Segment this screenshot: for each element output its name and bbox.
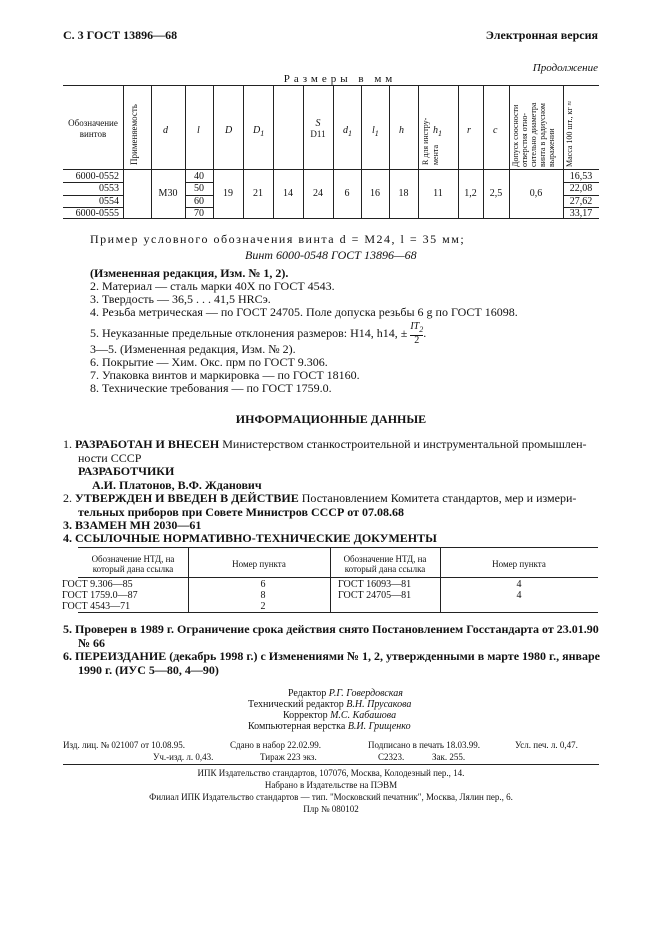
col-header-d1 (343, 125, 352, 138)
common-l1: 6 (344, 188, 350, 199)
col-header-l: l (197, 125, 200, 136)
info-item-1-bold: РАЗРАБОТАН И ВНЕСЕН (75, 437, 220, 451)
common-d1: 24 (313, 188, 323, 199)
common-R: 11 (433, 188, 443, 199)
row-3-mass: 27,62 (569, 196, 593, 207)
col-header-R: R для инстру-мента (421, 117, 440, 165)
imprint-b1: Уч.-изд. л. 0,43. (153, 752, 214, 762)
note-3: 3. Твердость — 36,5 . . . 41,5 HRCэ. (90, 292, 271, 306)
col-header-D: D (225, 125, 233, 136)
info-item-2 (63, 491, 603, 506)
info-item-4: 4. ССЫЛОЧНЫЕ НОРМАТИВНО-ТЕХНИЧЕСКИЕ ДОКУМЕНТЫ (63, 531, 437, 545)
developers-label: РАЗРАБОТЧИКИ (78, 464, 175, 478)
credit-tech-editor-name: В.Н. Прусакова (346, 699, 412, 710)
col-header-D1-sub: 1 (260, 129, 265, 138)
info-item-2-cont: тельных приборов при Совете Министров СССР от 07.08.68 (78, 505, 405, 519)
continuation-label: Продолжение (532, 62, 598, 74)
col-header-h: h (399, 125, 404, 136)
info-item-2-num: 2. (63, 491, 72, 505)
col-header-r: r (467, 125, 471, 136)
note-2: 2. Материал — сталь марки 40Х по ГОСТ 4543. (90, 279, 335, 293)
ref-header-item-right: Номер пункта (492, 559, 546, 569)
row-2-name: 0553 (99, 183, 119, 194)
ref-right-doc-2: ГОСТ 24705—81 (338, 590, 412, 601)
imprint-a1: Изд. лиц. № 021007 от 10.08.95. (63, 740, 185, 750)
ref-header-doc-left: Обозначение НТД, на который дана ссылка (91, 554, 175, 574)
credit-layout-role: Компьютерная верстка (248, 721, 346, 732)
info-item-2-text: Постановлением Комитета стандартов, мер и измери- (301, 491, 577, 505)
note-7: 7. Упаковка винтов и маркировка — по ГОСТ 18160. (90, 368, 360, 382)
info-item-1-cont: ности СССР (78, 451, 142, 465)
note-5-text: 5. Неуказанные предельные отклонения размеров: Н14, h14, ± (90, 325, 408, 340)
reference-table (62, 547, 598, 613)
credit-layout (200, 721, 540, 732)
col-header-name: Обозначение винтов (68, 118, 118, 139)
col-header-D1 (253, 125, 264, 138)
ref-left-item-3: 2 (260, 601, 266, 612)
imprint-b4: Зак. 255. (432, 752, 466, 762)
common-d: М30 (158, 188, 178, 199)
example-line-1: Пример условного обозначения винта d = М24, l = 35 мм; (90, 232, 466, 246)
credit-proofreader (200, 710, 540, 721)
row-1-mass: 16,53 (569, 171, 593, 182)
col-header-l1-main: l (372, 125, 375, 136)
credit-tech-editor-role: Технический редактор (248, 699, 344, 710)
note-8: 8. Технические требования — по ГОСТ 1759.0. (90, 381, 332, 395)
col-header-applicability: Применяемость (129, 104, 139, 165)
page-header-right: Электронная версия (485, 28, 598, 42)
developers-names: А.И. Платонов, В.Ф. Жданович (92, 478, 262, 492)
fraction-numerator-sub: 2 (419, 325, 424, 334)
note-edit-1: (Измененная редакция, Изм. № 1, 2). (90, 266, 289, 280)
info-item-6 (63, 649, 603, 664)
info-item-6-num: 6. (63, 649, 72, 663)
credit-editor-name: Р.Г. Говердовская (328, 688, 403, 699)
imprint-b3: С2323. (378, 752, 405, 762)
info-item-3: 3. ВЗАМЕН МН 2030—61 (63, 518, 202, 532)
col-header-l1 (372, 125, 379, 138)
credit-layout-name: В.И. Грищенко (347, 721, 411, 732)
ref-left-doc-1: ГОСТ 9.306—85 (62, 579, 133, 590)
note-6: 6. Покрытие — Хим. Окс. прм по ГОСТ 9.306. (90, 355, 328, 369)
row-2-l: 50 (194, 183, 204, 194)
dims-caption: Размеры в мм (283, 73, 397, 85)
row-1-l: 40 (194, 171, 204, 182)
ref-right-item-1: 4 (516, 579, 522, 590)
ref-header-doc-right: Обозначение НТД, на который дана ссылка (343, 554, 427, 574)
col-header-c: c (493, 125, 498, 136)
credits-block (200, 688, 540, 732)
row-3-name: 0554 (99, 196, 119, 207)
common-S: 14 (283, 188, 293, 199)
ref-left-item-2: 8 (260, 590, 266, 601)
row-4-mass: 33,17 (569, 208, 593, 219)
col-header-S-tol: D11 (310, 129, 326, 139)
note-edit-2: 3—5. (Измененная редакция, Изм. № 2). (90, 342, 296, 356)
example-line-2: Винт 6000-0548 ГОСТ 13896—68 (245, 248, 417, 262)
ref-left-doc-2: ГОСТ 1759.0—87 (62, 590, 138, 601)
publisher-line-2: Набрано в Издательстве на ПЭВМ (264, 780, 398, 790)
info-item-2-bold: УТВЕРЖДЕН И ВВЕДЕН В ДЕЙСТВИЕ (75, 491, 299, 505)
common-D: 19 (223, 188, 233, 199)
credit-tech-editor (200, 699, 540, 710)
common-h: 16 (370, 188, 380, 199)
publisher-line-1: ИПК Издательство стандартов, 107076, Москва, Колодезный пер., 14. (197, 768, 465, 778)
publisher-line-3: Филиал ИПК Издательство стандартов — тип. "Московский печатник", Москва, Лялин пер., 6. (149, 792, 513, 802)
info-item-5-cont: № 66 (78, 636, 106, 650)
col-header-S (304, 118, 332, 140)
note-5: 5. Неуказанные предельные отклонения размеров: Н14, h14, ± $\frac{IT_2}{2}$ . (90, 321, 427, 346)
fraction-numerator: IT (410, 321, 420, 332)
page-header-left: С. 3 ГОСТ 13896—68 (63, 28, 178, 42)
info-item-6-text: (декабрь 1998 г.) с Изменениями № 1, 2, утвержденными в марте 1980 г., январе (169, 649, 601, 663)
info-item-5-bold: Проверен в 1989 г. (75, 622, 175, 636)
ref-left-item-1: 6 (260, 579, 266, 590)
col-header-h1-sub: 1 (438, 129, 442, 138)
ref-right-doc-1: ГОСТ 16093—81 (338, 579, 412, 590)
info-item-5-num: 5. (63, 622, 72, 636)
imprint-a4: Усл. печ. л. 0,47. (515, 740, 578, 750)
imprint-b2: Тираж 223 экз. (260, 752, 317, 762)
dimensions-table (63, 85, 599, 219)
common-h1: 18 (398, 188, 409, 199)
fraction-denominator: 2 (414, 335, 420, 346)
row-4-l: 70 (194, 208, 204, 219)
common-r: 1,2 (464, 188, 477, 199)
col-header-mass: Масса 100 шт., кг ≈ (565, 100, 574, 167)
common-tolerance: 0,6 (529, 188, 543, 199)
col-header-S-main: S (315, 118, 321, 129)
col-header-h1-main: h (433, 125, 438, 136)
row-3-l: 60 (194, 196, 204, 207)
info-item-1 (63, 437, 603, 452)
ref-right-item-2: 4 (516, 590, 522, 601)
info-item-5 (63, 622, 603, 637)
info-item-1-num: 1. (63, 437, 72, 451)
col-header-d: d (163, 125, 168, 136)
publisher-line-4: Плр № 080102 (303, 804, 359, 814)
credit-editor-role: Редактор (288, 688, 327, 699)
common-D1: 21 (253, 188, 263, 199)
col-header-l1-sub: 1 (374, 129, 379, 138)
note-4: 4. Резьба метрическая — по ГОСТ 24705. Поле допуска резьбы 6 g по ГОСТ 16098. (90, 305, 518, 319)
row-1-name: 6000-0552 (75, 171, 119, 182)
credit-editor (200, 688, 540, 699)
col-header-d1-main: d (343, 125, 348, 136)
info-title: ИНФОРМАЦИОННЫЕ ДАННЫЕ (235, 412, 427, 426)
row-2-mass: 22,08 (569, 183, 593, 194)
col-header-tolerance: Допуск соосности отверстия отно-сительно диаметра винта в радиусном выражении (511, 102, 556, 167)
imprint-a2: Сдано в набор 22.02.99. (230, 740, 322, 750)
col-header-D1-main: D (253, 125, 261, 136)
imprint-a3: Подписано в печать 18.03.99. (368, 740, 481, 750)
info-item-6-cont: 1990 г. (ИУС 5—80, 4—90) (78, 663, 219, 677)
info-item-5-text: Ограничение срока действия снято Постановлением Госстандарта от 23.01.90 (177, 622, 599, 636)
ref-header-item-left: Номер пункта (232, 559, 286, 569)
common-c: 2,5 (489, 188, 503, 199)
credit-proofreader-name: М.С. Кабашова (330, 710, 397, 721)
info-item-1-text: Министерством станкостроительной и инструментальной промышлен- (222, 437, 587, 451)
ref-left-doc-3: ГОСТ 4543—71 (62, 601, 131, 612)
info-item-6-bold: ПЕРЕИЗДАНИЕ (75, 649, 167, 663)
credit-proofreader-role: Корректор (283, 710, 328, 721)
tolerance-fraction (410, 322, 423, 346)
col-header-d1-sub: 1 (348, 129, 352, 138)
row-4-name: 6000-0555 (75, 208, 119, 219)
